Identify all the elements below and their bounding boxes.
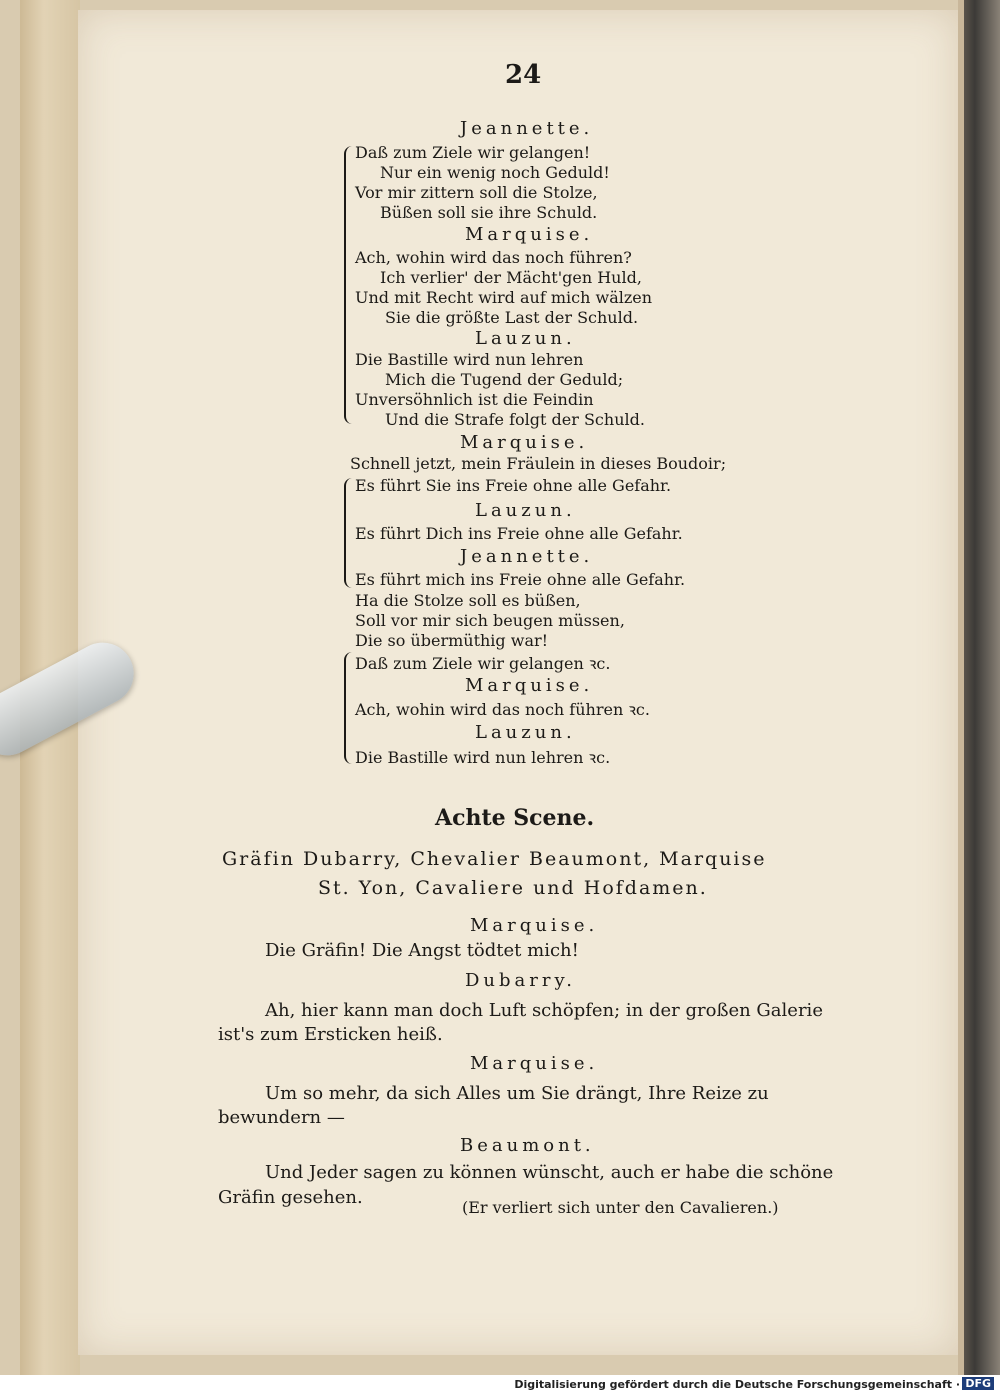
verse-line: Soll vor mir sich beugen müssen, — [355, 611, 625, 630]
scene-title: Achte Scene. — [435, 805, 595, 831]
stage-direction: (Er verliert sich unter den Cavalieren.) — [462, 1198, 779, 1217]
verse-line: Vor mir zittern soll die Stolze, — [355, 183, 598, 202]
speaker-marquise: Marquise. — [460, 432, 589, 453]
verse-line: Und mit Recht wird auf mich wälzen — [355, 288, 653, 307]
dialogue-line: bewundern — — [218, 1107, 345, 1128]
dialogue-line: ist's zum Ersticken heiß. — [218, 1024, 443, 1045]
cast-list: Gräfin Dubarry, Chevalier Beaumont, Marquise — [222, 848, 767, 870]
verse-line: Sie die größte Last der Schuld. — [385, 308, 639, 327]
speaker-jeannette: Jeannette. — [460, 118, 594, 139]
verse-bracket — [344, 652, 354, 764]
dialogue-line: Die Gräfin! Die Angst tödtet mich! — [265, 940, 579, 961]
funding-credit: Digitalisierung gefördert durch die Deutsche Forschungsgemeinschaft · — [514, 1378, 960, 1391]
dialogue-line: Gräfin gesehen. — [218, 1187, 363, 1208]
verse-bracket — [344, 478, 354, 588]
speaker-lauzun: Lauzun. — [475, 328, 576, 349]
verse-line: Die Bastille wird nun lehren — [355, 350, 584, 369]
verse-line: Es führt Sie ins Freie ohne alle Gefahr. — [355, 476, 672, 495]
dialogue-line: Und Jeder sagen zu können wünscht, auch er habe die schöne — [265, 1162, 834, 1183]
dialogue-line: Um so mehr, da sich Alles um Sie drängt, Ihre Reize zu — [265, 1083, 769, 1104]
verse-line: Schnell jetzt, mein Fräulein in dieses Boudoir; — [350, 454, 727, 473]
verse-line: Es führt mich ins Freie ohne alle Gefahr. — [355, 570, 686, 589]
page-number: 24 — [505, 60, 542, 90]
book-cover-edge — [958, 0, 1000, 1375]
speaker-lauzun: Lauzun. — [475, 500, 576, 521]
verse-line: Daß zum Ziele wir gelangen ꝛc. — [355, 654, 611, 673]
verse-line: Unversöhnlich ist die Feindin — [355, 390, 594, 409]
speaker-lauzun: Lauzun. — [475, 722, 576, 743]
speaker-dubarry: Dubarry. — [465, 970, 576, 991]
verse-line: Und die Strafe folgt der Schuld. — [385, 410, 645, 429]
verse-line: Nur ein wenig noch Geduld! — [380, 163, 610, 182]
speaker-marquise: Marquise. — [470, 915, 599, 936]
verse-line: Ha die Stolze soll es büßen, — [355, 591, 581, 610]
speaker-marquise: Marquise. — [465, 675, 594, 696]
speaker-beaumont: Beaumont. — [460, 1135, 595, 1156]
verse-line: Ach, wohin wird das noch führen ꝛc. — [355, 700, 650, 719]
verse-line: Es führt Dich ins Freie ohne alle Gefahr. — [355, 524, 683, 543]
verse-line: Mich die Tugend der Geduld; — [385, 370, 624, 389]
verse-bracket — [344, 146, 354, 424]
verse-line: Die so übermüthig war! — [355, 631, 549, 650]
speaker-marquise: Marquise. — [465, 224, 594, 245]
verse-line: Büßen soll sie ihre Schuld. — [380, 203, 598, 222]
verse-line: Ach, wohin wird das noch führen? — [355, 248, 632, 267]
speaker-marquise: Marquise. — [470, 1053, 599, 1074]
verse-line: Die Bastille wird nun lehren ꝛc. — [355, 748, 611, 767]
dfg-logo: DFG — [962, 1377, 994, 1390]
verse-line: Daß zum Ziele wir gelangen! — [355, 143, 591, 162]
verse-line: Ich verlier' der Mächt'gen Huld, — [380, 268, 642, 287]
dialogue-line: Ah, hier kann man doch Luft schöpfen; in der großen Galerie — [265, 1000, 823, 1021]
speaker-jeannette: Jeannette. — [460, 546, 594, 567]
cast-list: St. Yon, Cavaliere und Hofdamen. — [318, 877, 708, 899]
